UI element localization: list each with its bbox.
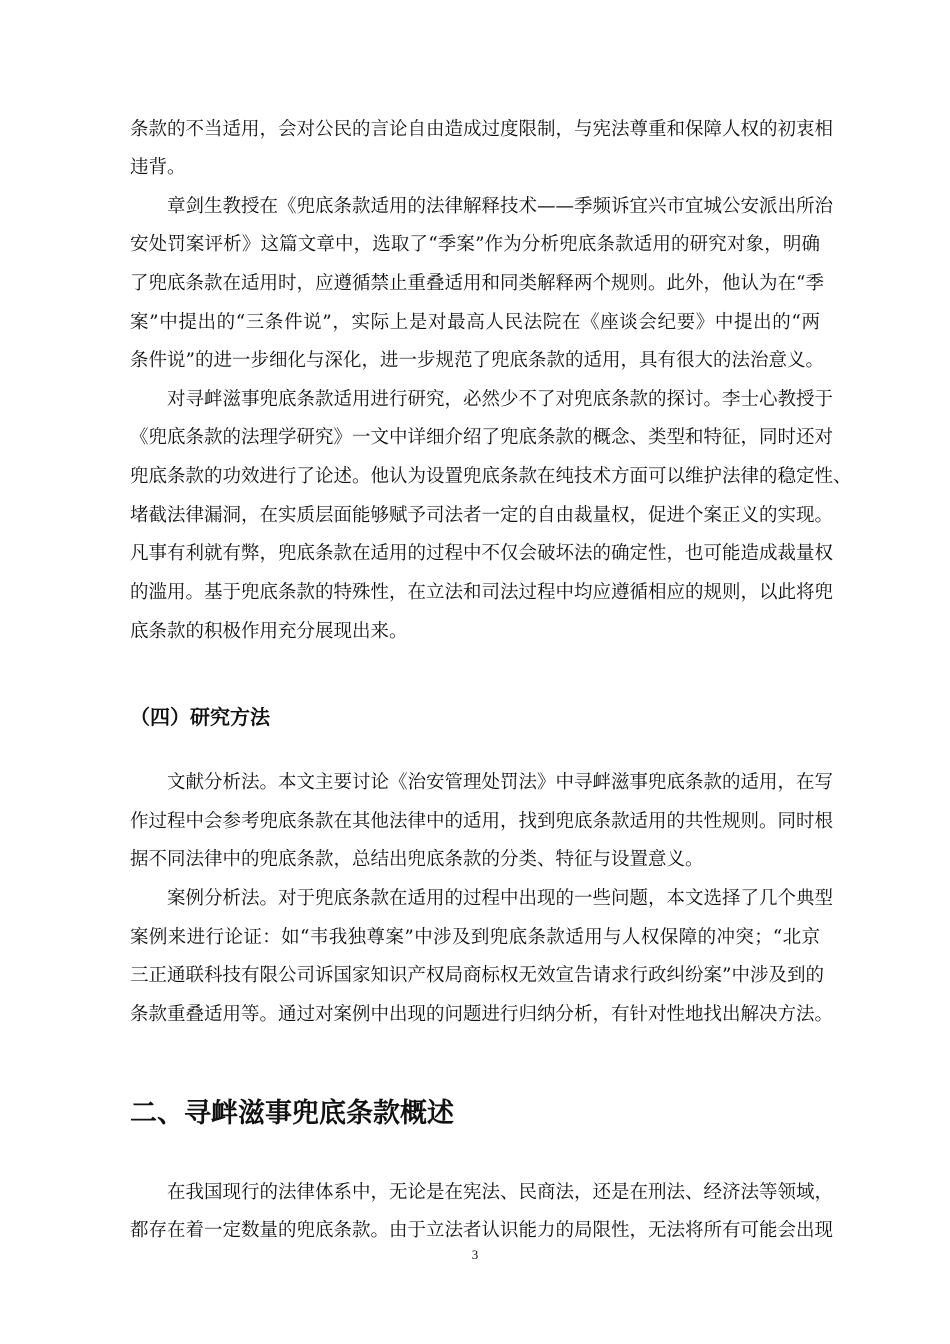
paragraph-3-line-7: 底条款的积极作用充分展现出来。 [130,621,408,642]
paragraph-5-line-2: 案例来进行论证：如“韦我独尊案”中涉及到兜底条款适用与人权保障的冲突；“北京 [130,927,820,948]
paragraph-5-line-3: 三正通联科技有限公司诉国家知识产权局商标权无效宣告请求行政纠纷案”中涉及到的 [130,965,824,986]
paragraph-2-line-1: 章剑生教授在《兜底条款适用的法律解释技术——季频诉宜兴市宜城公安派出所治 [167,196,834,217]
paragraph-3-line-6: 的滥用。基于兜底条款的特殊性，在立法和司法过程中均应遵循相应的规则，以此将兜 [130,582,834,603]
paragraph-3-line-1: 对寻衅滋事兜底条款适用进行研究，必然少不了对兜底条款的探讨。李士心教授于 [167,389,834,410]
paragraph-3-line-2: 《兜底条款的法理学研究》一文中详细介绍了兜底条款的概念、类型和特征，同时还对 [130,427,834,448]
paragraph-2-line-2: 安处罚案评析》这篇文章中，选取了“季案”作为分析兜底条款适用的研究对象，明确 [130,234,820,255]
paragraph-6-line-1: 在我国现行的法律体系中，无论是在宪法、民商法，还是在刑法、经济法等领域， [167,1182,834,1203]
paragraph-2-line-3: 了兜底条款在适用时，应遵循禁止重叠适用和同类解释两个规则。此外，他认为在“季 [130,273,824,294]
paragraph-4-line-2: 作过程中会参考兜底条款在其他法律中的适用，找到兜底条款适用的共性规则。同时根 [130,811,834,832]
paragraph-2-line-5: 条件说”的进一步细化与深化，进一步规范了兜底条款的适用，具有很大的法治意义。 [130,350,824,371]
paragraph-5-line-1: 案例分析法。对于兜底条款在适用的过程中出现的一些问题，本文选择了几个典型 [167,888,834,909]
paragraph-3-line-4: 堵截法律漏洞，在实质层面能够赋予司法者一定的自由裁量权，促进个案正义的实现。 [130,505,834,526]
paragraph-3-line-5: 凡事有利就有弊，兜底条款在适用的过程中不仅会破坏法的确定性，也可能造成裁量权 [130,543,834,564]
paragraph-3-line-3: 兜底条款的功效进行了论述。他认为设置兜底条款在纯技术方面可以维护法律的稳定性、 [130,466,852,487]
paragraph-1-line-2: 违背。 [130,157,186,178]
paragraph-6-line-2: 都存在着一定数量的兜底条款。由于立法者认识能力的局限性，无法将所有可能会出现 [130,1220,834,1241]
page-number: 3 [471,1247,479,1262]
chapter-heading: 二、寻衅滋事兜底条款概述 [130,1098,454,1129]
paragraph-1-line-1: 条款的不当适用，会对公民的言论自由造成过度限制，与宪法尊重和保障人权的初衷相 [130,119,834,140]
paragraph-2-line-4: 案”中提出的“三条件说”，实际上是对最高人民法院在《座谈会纪要》中提出的“两 [130,312,820,333]
paragraph-4-line-3: 据不同法律中的兜底条款，总结出兜底条款的分类、特征与设置意义。 [130,849,704,870]
paragraph-5-line-4: 条款重叠适用等。通过对案例中出现的问题进行归纳分析，有针对性地找出解决方法。 [130,1004,834,1025]
paragraph-4-line-1: 文献分析法。本文主要讨论《治安管理处罚法》中寻衅滋事兜底条款的适用，在写 [167,772,834,793]
section-heading-research-methods: （四）研究方法 [130,705,270,729]
